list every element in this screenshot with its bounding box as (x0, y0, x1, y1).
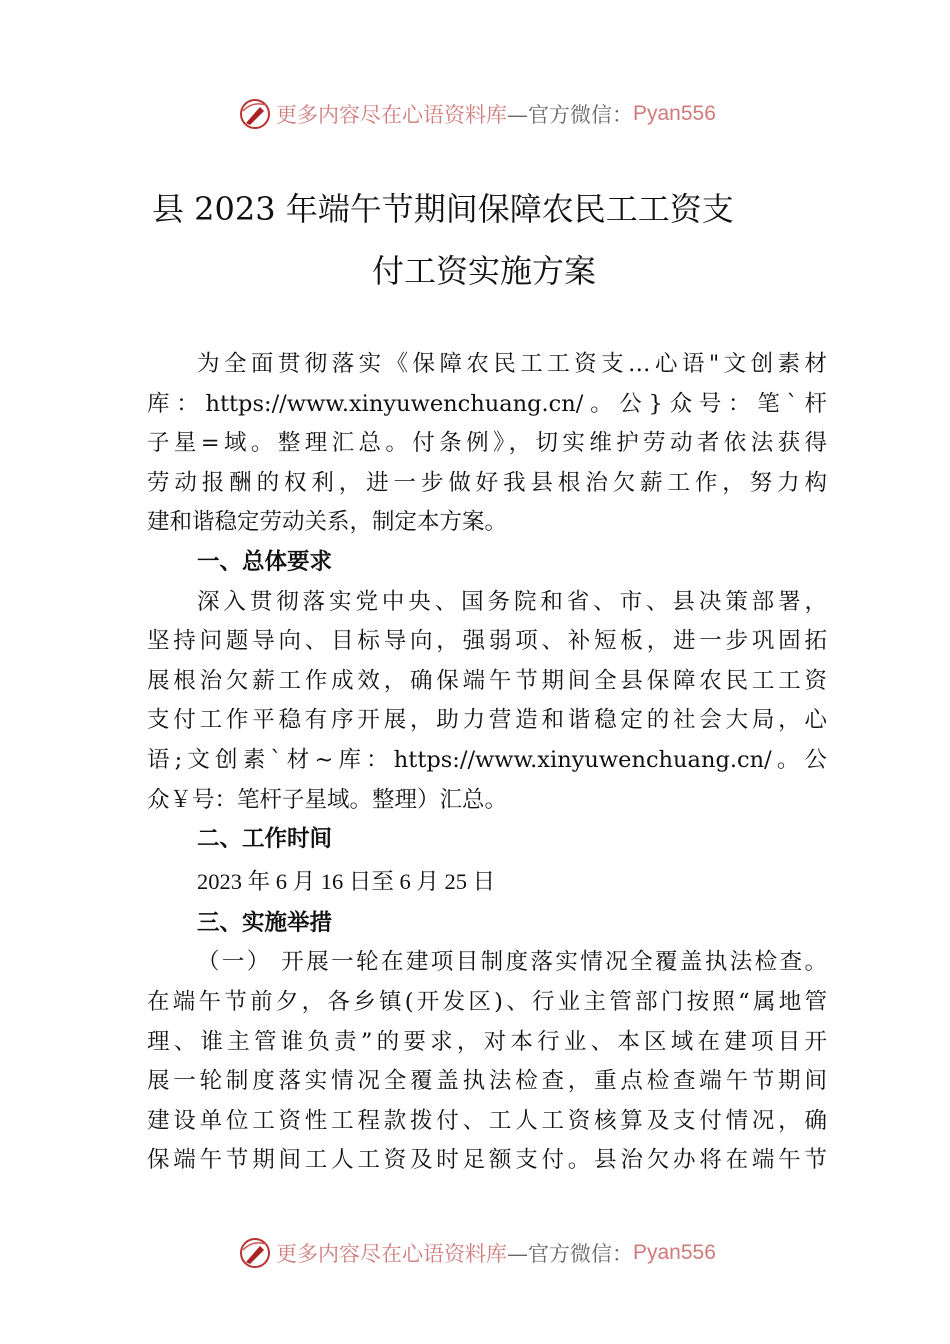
section-heading: 二、工作时间 (197, 826, 333, 853)
document-title: 县 2023 年端午节期间保障农民工工资支 付工资实施方案 (152, 190, 734, 290)
section-heading: 三、实施举措 (197, 909, 333, 936)
pen-logo-icon (238, 97, 272, 131)
pen-logo-icon (238, 1236, 272, 1270)
watermark-header: 更多内容尽在心语资料库 —官方微信： Pyan556 (238, 94, 728, 134)
body-text: 为全面贯彻落实《保障农民工工资支…心语"文创素材 库：https://www.xinyuwenchuang.cn/。公}众号：笔`杆 子星=域。整理汇总。付条例》，切实维护劳动者依法获得 劳动报酬的权利，进一步做好我县根治欠薪工作，努力构 建和谐稳定劳动关系，制定本方案。 一、总体要求 深入贯彻落实党中央、国务院和省、市、县决策部署， 坚持问题导向、目标导向，强弱项、补短板，进一步巩固拓 展根治欠薪工作成效，确保端午节期间全县保障农民工工资 支付工作平稳有序开展，助力营造和谐稳定的社会大局，心 语;文创素`材~库：https://www.xinyuwenchuang.cn/。公 众￥号：笔杆子星域。整理）汇总。 二、工作时间 2023 年 6 月 16 日至 6 月 25 日 三、实施举措 （一） 开展一轮在建项目制度落实情况全覆盖执法检查。 在端午节前夕，各乡镇(开发区)、行业主管部门按照“属地管 理、谁主管谁负责”的要求，对本行业、本区域在建项目开 展一轮制度落实情况全覆盖执法检查，重点检查端午节期间 建设单位工资性工程款拨付、工人工资核算及支付情况，确 保端午节期间工人工资及时足额支付。县治欠办将在端午节 (147, 351, 827, 1174)
section-heading: 一、总体要求 (197, 548, 333, 575)
watermark-footer: 更多内容尽在心语资料库 —官方微信： Pyan556 (238, 1233, 728, 1273)
